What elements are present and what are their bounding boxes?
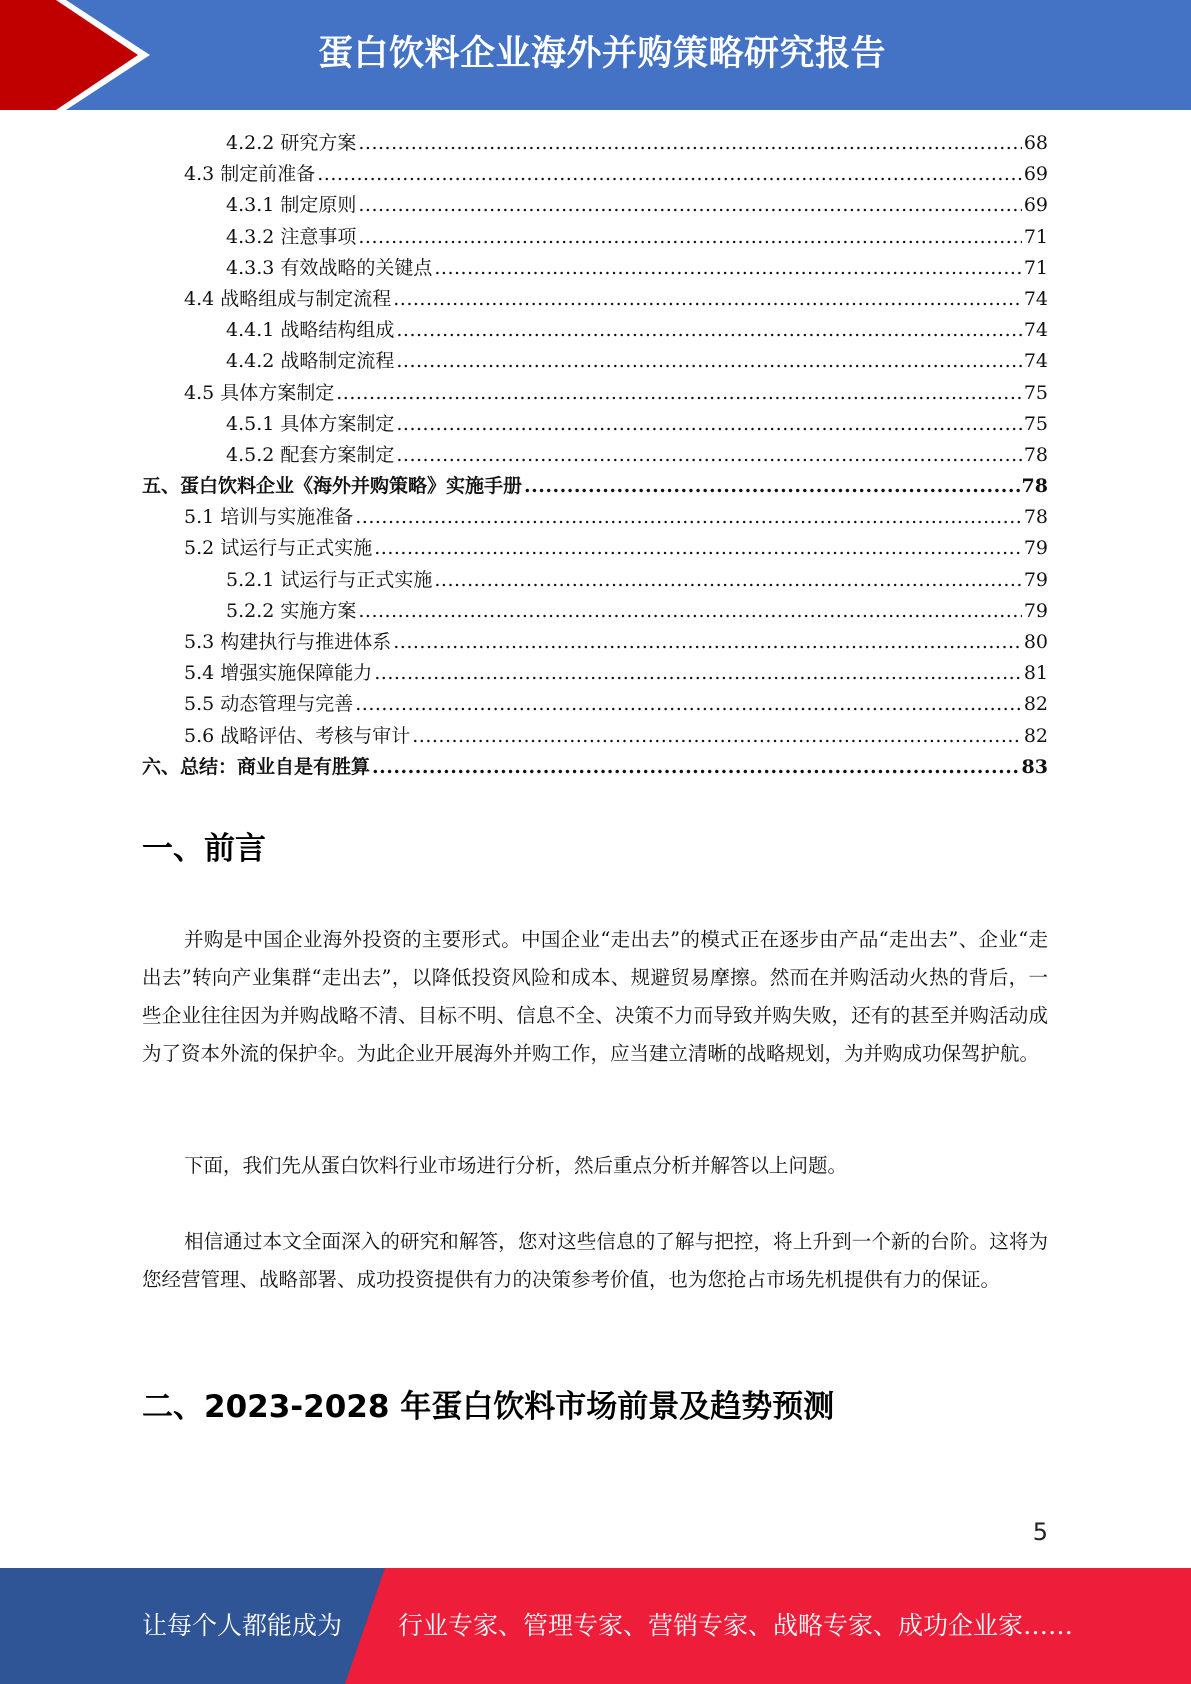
toc-dot-leader — [358, 132, 1021, 154]
toc-entry-page: 78 — [1023, 506, 1048, 529]
toc-entry[interactable] — [142, 533, 1048, 564]
toc-entry-page: 79 — [1023, 537, 1048, 560]
toc-entry-page: 69 — [1023, 194, 1048, 217]
toc-entry-title: 5.3 构建执行与推进体系 — [184, 631, 392, 653]
toc-entry-title: 4.5 具体方案制定 — [184, 381, 335, 404]
toc-entry-title: 5.2.1 试运行与正式实施 — [226, 568, 433, 591]
toc-dot-leader — [355, 506, 1022, 528]
toc-entry-title: 4.4 战略组成与制定流程 — [184, 287, 392, 310]
toc-dot-leader — [393, 631, 1022, 653]
preface-heading: 一、前言 — [142, 831, 266, 867]
table-of-contents — [142, 128, 1048, 783]
toc-entry[interactable] — [142, 409, 1048, 440]
toc-entry-page: 74 — [1023, 350, 1048, 373]
toc-entry-page: 79 — [1023, 568, 1048, 591]
toc-entry[interactable] — [142, 565, 1048, 596]
toc-dot-leader — [372, 756, 1020, 778]
toc-dot-leader — [434, 257, 1021, 279]
preface-paragraph-2: 下面，我们先从蛋白饮料行业市场进行分析，然后重点分析并解答以上问题。 — [184, 1154, 848, 1177]
toc-dot-leader — [412, 725, 1022, 747]
toc-entry-page: 74 — [1023, 319, 1048, 342]
toc-dot-leader — [524, 475, 1020, 497]
section-2-heading: 二、2023-2028 年蛋白饮料市场前景及趋势预测 — [142, 1389, 835, 1425]
toc-entry-title: 4.3.2 注意事项 — [226, 225, 357, 248]
toc-dot-leader — [396, 350, 1021, 372]
page-number: 5 — [1032, 1518, 1048, 1546]
toc-entry-page: 80 — [1023, 631, 1048, 653]
toc-entry-title: 4.3.3 有效战略的关键点 — [226, 256, 433, 279]
toc-entry-page: 71 — [1023, 256, 1048, 279]
toc-entry[interactable] — [142, 222, 1048, 253]
toc-entry[interactable] — [142, 253, 1048, 284]
toc-dot-leader — [396, 444, 1021, 466]
footer-slogan-right: 行业专家、管理专家、营销专家、战略专家、成功企业家…… — [398, 1611, 1074, 1640]
toc-entry[interactable] — [142, 315, 1048, 346]
toc-entry-page: 78 — [1023, 443, 1048, 466]
toc-entry-title: 4.2.2 研究方案 — [226, 132, 357, 154]
toc-entry[interactable] — [142, 128, 1048, 159]
toc-entry-page: 82 — [1023, 693, 1048, 716]
toc-dot-leader — [358, 194, 1021, 216]
toc-entry-page: 82 — [1023, 724, 1048, 747]
toc-entry-page: 68 — [1023, 132, 1048, 154]
report-title: 蛋白饮料企业海外并购策略研究报告 — [318, 34, 887, 74]
toc-dot-leader — [393, 288, 1022, 310]
toc-dot-leader — [374, 537, 1022, 559]
preface-paragraph-1: 并购是中国企业海外投资的主要形式。中国企业“走出去”的模式正在逐步由产品“走出去”、企业“走出去”转向产业集群“走出去”，以降低投资风险和成本、规避贸易摩擦。然而在并购活动火热的背后，一些企业往往因为并购战略不清、目标不明、信息不全、决策不力而导致并购失败，还有的甚至并购活动成为了资本外流的保护伞。为此企业开展海外并购工作，应当建立清晰的战略规划，为并购成功保驾护航。 — [142, 928, 1048, 1065]
toc-entry[interactable] — [142, 346, 1048, 377]
toc-entry[interactable] — [142, 378, 1048, 409]
toc-entry-title: 4.4.1 战略结构组成 — [226, 319, 395, 342]
toc-entry-page: 75 — [1023, 381, 1048, 404]
toc-entry[interactable] — [142, 502, 1048, 533]
red-chevron-icon — [0, 0, 150, 110]
toc-entry-page: 78 — [1021, 475, 1048, 498]
toc-entry-title: 4.3 制定前准备 — [184, 163, 316, 186]
toc-dot-leader — [358, 600, 1021, 622]
toc-entry[interactable] — [142, 658, 1048, 689]
toc-entry-page: 71 — [1023, 225, 1048, 248]
preface-paragraph-3: 相信通过本文全面深入的研究和解答，您对这些信息的了解与把控，将上升到一个新的台阶。这将为您经营管理、战略部署、成功投资提供有力的决策参考价值，也为您抢占市场先机提供有力的保证。 — [142, 1230, 1048, 1291]
toc-dot-leader — [434, 569, 1021, 591]
toc-dot-leader — [358, 226, 1021, 248]
toc-entry-title: 5.2 试运行与正式实施 — [184, 537, 373, 560]
toc-entry-title: 六、总结：商业自是有胜算 — [142, 755, 371, 778]
toc-entry-title: 五、蛋白饮料企业《海外并购策略》实施手册 — [142, 475, 523, 498]
toc-entry[interactable] — [142, 689, 1048, 720]
toc-entry[interactable] — [142, 471, 1048, 502]
toc-entry-title: 4.4.2 战略制定流程 — [226, 350, 395, 373]
toc-entry-page: 79 — [1023, 599, 1048, 622]
toc-entry-title: 4.3.1 制定原则 — [226, 194, 357, 217]
page-footer — [0, 1568, 1191, 1684]
page-header — [0, 0, 1191, 110]
toc-entry-page: 75 — [1023, 412, 1048, 435]
toc-dot-leader — [396, 319, 1021, 341]
toc-dot-leader — [355, 693, 1022, 715]
toc-entry-title: 5.1 培训与实施准备 — [184, 506, 354, 529]
toc-entry-title: 5.4 增强实施保障能力 — [184, 662, 373, 685]
toc-dot-leader — [336, 382, 1022, 404]
toc-entry-title: 4.5.2 配套方案制定 — [226, 443, 395, 466]
toc-entry[interactable] — [142, 284, 1048, 315]
toc-entry-title: 5.6 战略评估、考核与审计 — [184, 724, 411, 747]
toc-entry[interactable] — [142, 596, 1048, 627]
toc-entry-title: 5.2.2 实施方案 — [226, 599, 357, 622]
toc-entry[interactable] — [142, 190, 1048, 221]
toc-entry[interactable] — [142, 159, 1048, 190]
toc-entry[interactable] — [142, 440, 1048, 471]
toc-entry-page: 74 — [1023, 287, 1048, 310]
toc-dot-leader — [317, 163, 1022, 185]
toc-dot-leader — [374, 662, 1022, 684]
toc-entry-page: 81 — [1023, 662, 1048, 685]
toc-entry[interactable] — [142, 721, 1048, 752]
toc-dot-leader — [396, 413, 1021, 435]
toc-entry-page: 69 — [1023, 163, 1048, 186]
toc-entry-page: 83 — [1021, 755, 1048, 778]
toc-entry[interactable] — [142, 752, 1048, 783]
toc-entry[interactable] — [142, 627, 1048, 658]
footer-slogan-left: 让每个人都能成为 — [142, 1611, 343, 1640]
toc-entry-title: 5.5 动态管理与完善 — [184, 693, 354, 716]
toc-entry-title: 4.5.1 具体方案制定 — [226, 412, 395, 435]
